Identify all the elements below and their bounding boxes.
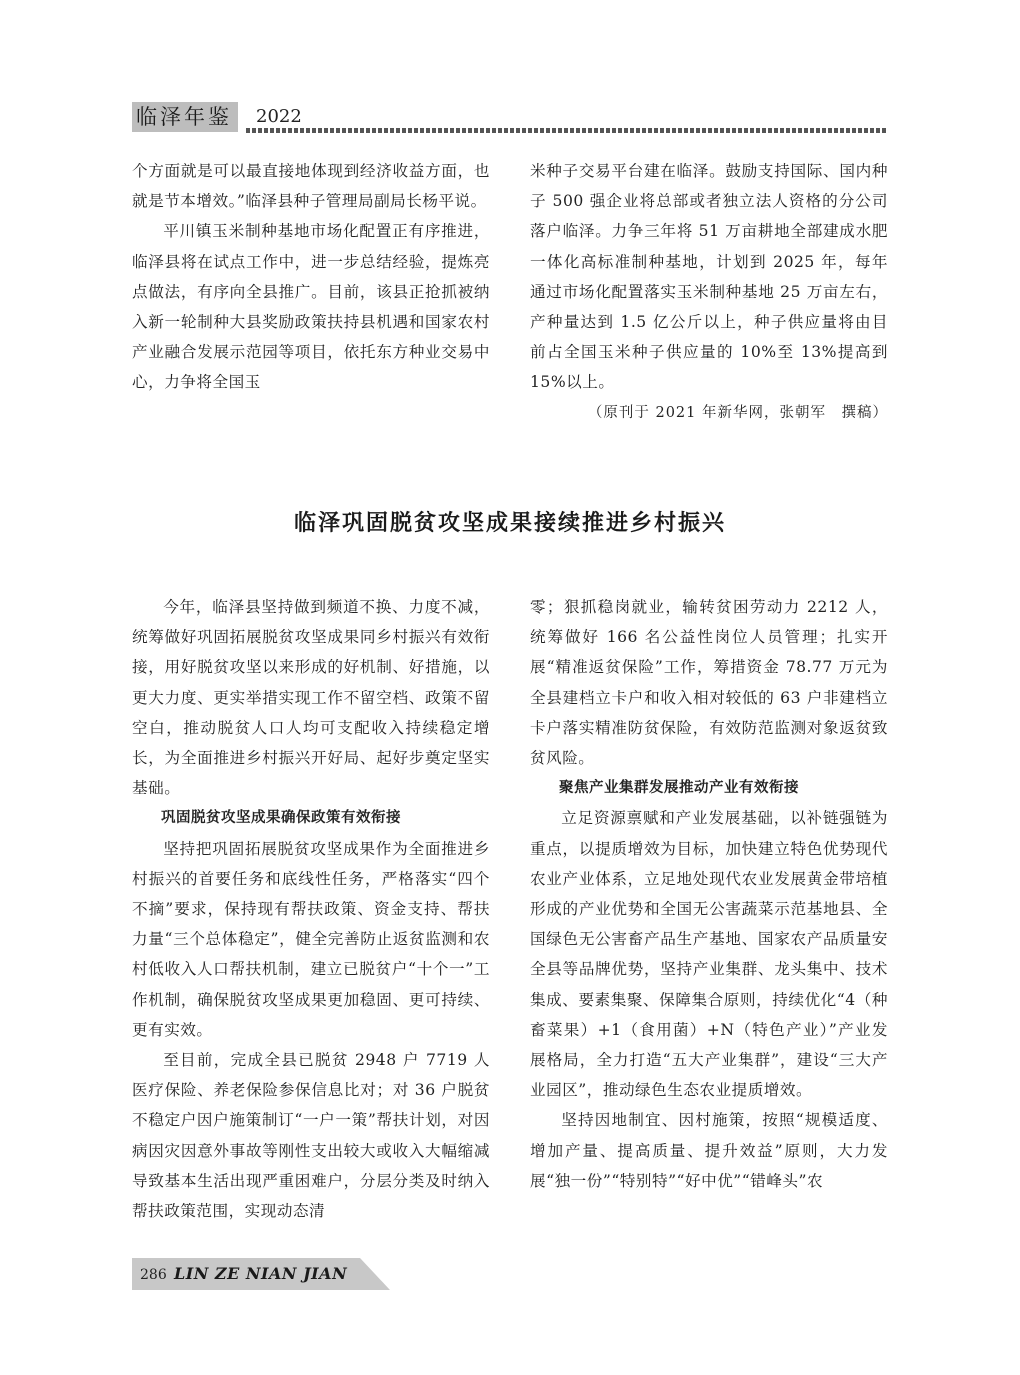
page-number: 286 bbox=[140, 1267, 167, 1283]
paragraph: 今年，临泽县坚持做到频道不换、力度不减，统筹做好巩固拓展脱贫攻坚成果同乡村振兴有效衔接，用好脱贫攻坚以来形成的好机制、好措施，以更大力度、更实举措实现工作不留空档、政策不留空白，推动脱贫人口人均可支配收入持续稳定增长，为全面推进乡村振兴开好局、起好步奠定坚实基础。 bbox=[132, 598, 490, 798]
paragraph: 至目前，完成全县已脱贫 2948 户 7719 人医疗保险、养老保险参保信息比对；对 36 户脱贫不稳定户因户施策制订“一户一策”帮扶计划，对因病因灾因意外事故等刚性支出较大或收入大幅缩减导致基本生活出现严重困难户，分层分类及时纳入帮扶政策范围，实现动态清 bbox=[132, 1051, 490, 1221]
top-left-column bbox=[132, 156, 490, 398]
paragraph: 米种子交易平台建在临泽。鼓励支持国际、国内种子 500 强企业将总部或者独立法人资格的分公司落户临泽。力争三年将 51 万亩耕地全部建成水肥一体化高标准制种基地，计划到 2025 年，每年通过市场化配置落实玉米制种基地 25 万亩左右，产种量达到 1.5 亿公斤以上，种子供应量将由目前占全国玉米种子供应量的 10%至 13%提高到 15%以上。 bbox=[530, 162, 888, 392]
article-title: 临泽巩固脱贫攻坚成果接续推进乡村振兴 bbox=[293, 511, 726, 536]
article-byline: （原刊于 2021 年新华网，张朝军 撰稿） bbox=[587, 404, 888, 421]
paragraph: 立足资源禀赋和产业发展基础，以补链强链为重点，以提质增效为目标，加快建立特色优势现代农业产业体系，立足地处现代农业发展黄金带培植形成的产业优势和全国无公害蔬菜示范基地县、全国绿色无公害畜产品生产基地、国家农产品质量安全县等品牌优势，坚持产业集群、龙头集中、技术集成、要素集聚、保障集合原则，持续优化“4（种畜菜果）+1（食用菌）+N（特色产业）”产业发展格局，全力打造“五大产业集群”，建设“三大产业园区”，推动绿色生态农业提质增效。 bbox=[530, 809, 888, 1100]
yearbook-year: 2022 bbox=[256, 106, 302, 127]
header-divider bbox=[246, 128, 888, 133]
paragraph: 坚持把巩固拓展脱贫攻坚成果作为全面推进乡村振兴的首要任务和底线性任务，严格落实“四个不摘”要求，保持现有帮扶政策、资金支持、帮扶力量“三个总体稳定”，健全完善防止返贫监测和农村低收入人口帮扶机制，建立已脱贫户“十个一”工作机制，确保脱贫攻坚成果更加稳固、更可持续、更有实效。 bbox=[132, 839, 490, 1039]
paragraph: 个方面就是可以最直接地体现到经济收益方面，也就是节本增效。”临泽县种子管理局副局长杨平说。 bbox=[132, 162, 490, 211]
bottom-left-column bbox=[132, 592, 490, 1226]
yearbook-title: 临泽年鉴 bbox=[132, 102, 238, 132]
paragraph: 零；狠抓稳岗就业，输转贫困劳动力 2212 人，统筹做好 166 名公益性岗位人员管理；扎实开展“精准返贫保险”工作，筹措资金 78.77 万元为全县建档立卡户和收入相对较低的 63 户非建档立卡户落实精准防贫保险，有效防范监测对象返贫致贫风险。 bbox=[530, 598, 888, 768]
footer-book-name: LIN ZE NIAN JIAN bbox=[174, 1264, 348, 1283]
bottom-right-column bbox=[530, 592, 888, 1196]
paragraph: 平川镇玉米制种基地市场化配置正有序推进，临泽县将在试点工作中，进一步总结经验，提炼亮点做法，有序向全县推广。目前，该县正抢抓被纳入新一轮制种大县奖励政策扶持县机遇和国家农村产业融合发展示范园等项目，依托东方种业交易中心，力争将全国玉 bbox=[132, 222, 490, 392]
section-heading: 聚焦产业集群发展推动产业有效衔接 bbox=[559, 780, 799, 797]
paragraph: 坚持因地制宜、因村施策，按照“规模适度、增加产量、提高质量、提升效益”原则，大力发展“独一份”“特别特”“好中优”“错峰头”农 bbox=[530, 1111, 888, 1190]
running-header bbox=[132, 100, 888, 136]
section-heading: 巩固脱贫攻坚成果确保政策有效衔接 bbox=[161, 810, 401, 827]
page-footer bbox=[132, 1258, 392, 1292]
top-right-column bbox=[530, 156, 888, 428]
